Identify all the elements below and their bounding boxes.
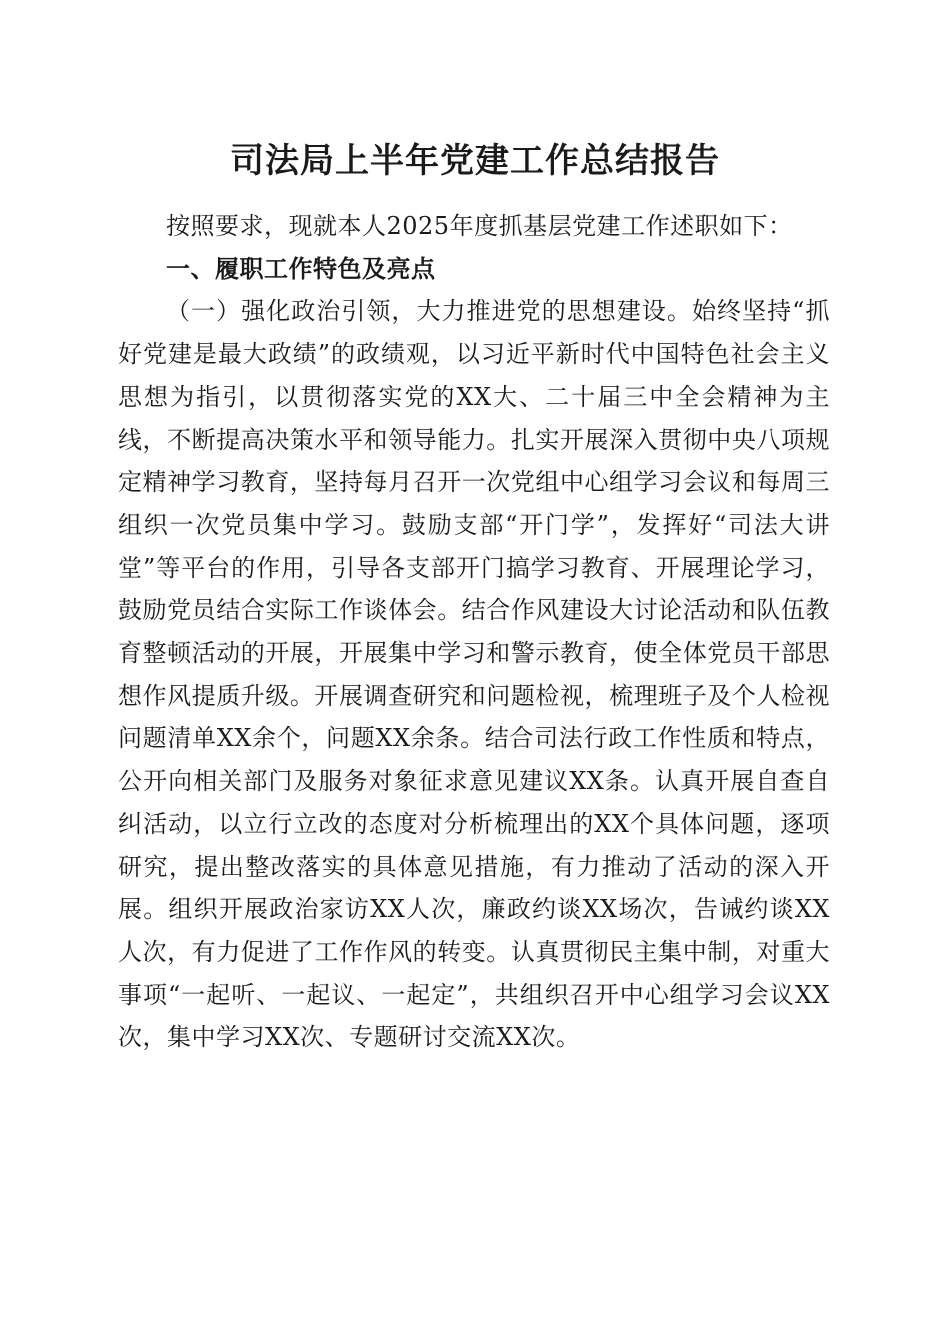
subsection-lead: （一）强化政治引领，大力推进党的思想建设。 [166,297,692,326]
section-heading: 一、履职工作特色及亮点 [166,254,436,283]
document-body [118,205,830,1059]
subsection-text: 始终坚持“抓好党建是最大政绩”的政绩观，以习近平新时代中国特色社会主义思想为指引，以贯彻落实党的XX大、二十届三中全会精神为主线，不断提高决策水平和领导能力。扎实开展深入贯彻中央八项规定精神学习教育，坚持每月召开一次党组中心组学习会议和每周三组织一次党员集中学习。鼓励支部“开门学”，发挥好“司法大讲堂”等平台的作用，引导各支部开门搞学习教育、开展理论学习，鼓励党员结合实际工作谈体会。结合作风建设大讨论活动和队伍教育整顿活动的开展，开展集中学习和警示教育，使全体党员干部思想作风提质升级。开展调查研究和问题检视，梳理班子及个人检视问题清单XX余个，问题XX余条。结合司法行政工作性质和特点，公开向相关部门及服务对象征求意见建议XX条。认真开展自查自纠活动，以立行立改的态度对分析梳理出的XX个具体问题，逐项研究，提出整改落实的具体意见措施，有力推动了活动的深入开展。组织开展政治家访XX人次，廉政约谈XX场次，告诫约谈XX人次，有力促进了工作作风的转变。认真贯彻民主集中制，对重大事项“一起听、一起议、一起定”，共组织召开中心组学习会议XX次，集中学习XX次、专题研讨交流XX次。 [118,297,830,1052]
document-title: 司法局上半年党建工作总结报告 [230,141,720,181]
intro-paragraph: 按照要求，现就本人2025年度抓基层党建工作述职如下： [166,212,793,240]
subsection-paragraph [118,290,830,1059]
